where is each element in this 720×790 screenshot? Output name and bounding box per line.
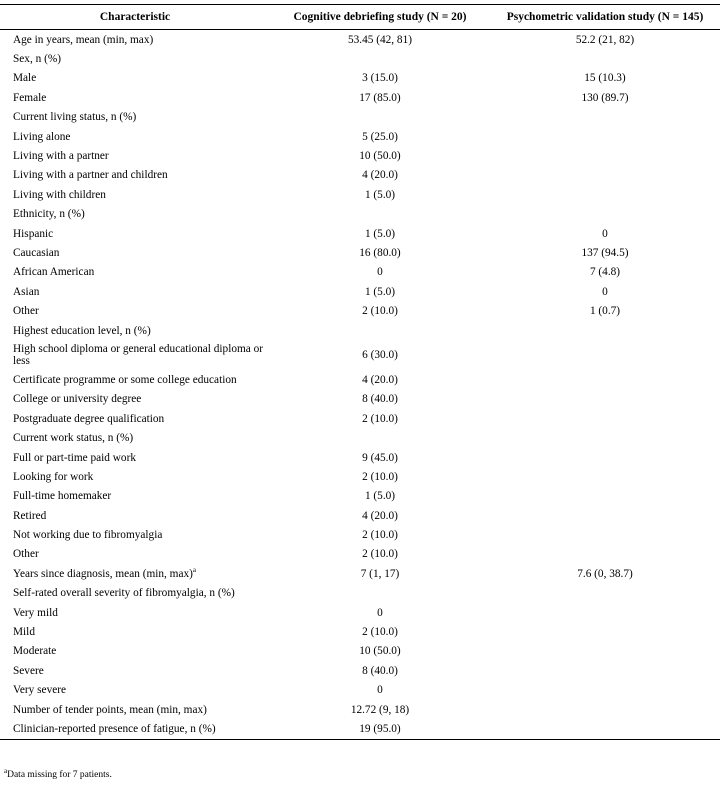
row-label-cell xyxy=(0,243,270,262)
cognitive-debriefing-value: 16 (80.0) xyxy=(359,246,401,259)
table-row xyxy=(0,390,720,409)
table-row xyxy=(0,467,720,486)
row-label-cell xyxy=(0,127,270,146)
row-label: College or university degree xyxy=(13,393,142,406)
cognitive-debriefing-value: 2 (10.0) xyxy=(362,470,398,483)
row-label: Postgraduate degree qualification xyxy=(13,412,165,425)
row-label-cell xyxy=(0,584,270,603)
table-row xyxy=(0,487,720,506)
row-label: Female xyxy=(13,91,47,104)
header-cognitive-debriefing: Cognitive debriefing study (N = 20) xyxy=(293,11,467,23)
header-psychometric-validation: Psychometric validation study (N = 145) xyxy=(506,11,704,23)
table-row xyxy=(0,127,720,146)
cognitive-debriefing-value: 2 (10.0) xyxy=(362,626,398,639)
cognitive-debriefing-value xyxy=(270,108,490,127)
row-label-cell xyxy=(0,681,270,700)
table-row xyxy=(0,700,720,719)
table-row xyxy=(0,321,720,340)
table-row xyxy=(0,681,720,700)
table-row xyxy=(0,584,720,603)
row-label: Mild xyxy=(13,626,35,639)
psychometric-validation-value xyxy=(490,428,720,447)
cognitive-debriefing-value xyxy=(270,205,490,224)
cognitive-debriefing-value: 4 (20.0) xyxy=(362,169,398,182)
row-label: Current work status, n (%) xyxy=(13,432,134,445)
cognitive-debriefing-value xyxy=(270,49,490,68)
cognitive-debriefing-value: 2 (10.0) xyxy=(362,305,398,318)
table-row xyxy=(0,719,720,739)
row-label: Age in years, mean (min, max) xyxy=(13,33,154,46)
psychometric-validation-value xyxy=(490,681,720,700)
psychometric-validation-value xyxy=(490,642,720,661)
psychometric-validation-value xyxy=(490,506,720,525)
row-label-cell xyxy=(0,185,270,204)
footnote-marker: a xyxy=(192,566,196,575)
psychometric-validation-value: 130 (89.7) xyxy=(581,91,629,104)
table-row xyxy=(0,622,720,641)
table-row xyxy=(0,205,720,224)
cognitive-debriefing-value: 10 (50.0) xyxy=(359,645,401,658)
table-row xyxy=(0,545,720,564)
row-label-cell xyxy=(0,661,270,680)
table-row xyxy=(0,340,720,370)
cognitive-debriefing-value: 1 (5.0) xyxy=(364,490,396,503)
table-row xyxy=(0,224,720,243)
row-label-cell xyxy=(0,321,270,340)
row-label: Years since diagnosis, mean (min, max) xyxy=(13,567,193,580)
cognitive-debriefing-value: 12.72 (9, 18) xyxy=(350,703,410,716)
row-label: Sex, n (%) xyxy=(13,53,62,66)
row-label: Living with children xyxy=(13,188,106,201)
cognitive-debriefing-value: 0 xyxy=(377,684,383,697)
row-label-cell xyxy=(0,409,270,428)
psychometric-validation-value xyxy=(490,340,720,370)
row-label-cell xyxy=(0,69,270,88)
cognitive-debriefing-value: 1 (5.0) xyxy=(364,227,396,240)
table-row xyxy=(0,30,720,50)
row-label: African American xyxy=(13,266,95,279)
psychometric-validation-value xyxy=(490,545,720,564)
characteristics-table xyxy=(0,4,720,740)
psychometric-validation-value: 0 xyxy=(602,227,608,240)
row-label-cell xyxy=(0,467,270,486)
header-row xyxy=(0,5,720,30)
table-row xyxy=(0,69,720,88)
row-label: Other xyxy=(13,305,39,318)
row-label-cell xyxy=(0,301,270,320)
row-label-cell xyxy=(0,700,270,719)
table-row xyxy=(0,448,720,467)
psychometric-validation-value xyxy=(490,584,720,603)
row-label-cell xyxy=(0,448,270,467)
row-label: Current living status, n (%) xyxy=(13,111,137,124)
table-footnote xyxy=(4,766,112,780)
cognitive-debriefing-value: 8 (40.0) xyxy=(362,664,398,677)
table-row xyxy=(0,506,720,525)
cognitive-debriefing-value: 17 (85.0) xyxy=(359,91,401,104)
row-label: Certificate programme or some college education xyxy=(13,373,237,386)
psychometric-validation-value xyxy=(490,467,720,486)
row-label: High school diploma or general educational diploma or less xyxy=(13,343,264,368)
psychometric-validation-value xyxy=(490,321,720,340)
table-row xyxy=(0,49,720,68)
table-row xyxy=(0,301,720,320)
psychometric-validation-value xyxy=(490,166,720,185)
row-label: Living alone xyxy=(13,130,71,143)
cognitive-debriefing-value: 1 (5.0) xyxy=(364,188,396,201)
row-label-cell xyxy=(0,603,270,622)
table-row xyxy=(0,370,720,389)
row-label-cell xyxy=(0,642,270,661)
row-label-cell xyxy=(0,719,270,739)
psychometric-validation-value: 0 xyxy=(602,285,608,298)
psychometric-validation-value: 1 (0.7) xyxy=(589,305,621,318)
row-label: Not working due to fibromyalgia xyxy=(13,529,163,542)
table-row xyxy=(0,428,720,447)
psychometric-validation-value: 137 (94.5) xyxy=(581,246,629,259)
row-label: Highest education level, n (%) xyxy=(13,324,151,337)
psychometric-validation-value xyxy=(490,603,720,622)
psychometric-validation-value xyxy=(490,185,720,204)
psychometric-validation-value: 7.6 (0, 38.7) xyxy=(577,567,633,580)
row-label: Living with a partner xyxy=(13,150,109,163)
row-label: Full or part-time paid work xyxy=(13,451,136,464)
psychometric-validation-value xyxy=(490,622,720,641)
cognitive-debriefing-value: 10 (50.0) xyxy=(359,150,401,163)
row-label: Caucasian xyxy=(13,246,60,259)
psychometric-validation-value xyxy=(490,127,720,146)
row-label-cell xyxy=(0,390,270,409)
row-label-cell xyxy=(0,166,270,185)
row-label: Looking for work xyxy=(13,470,94,483)
row-label: Living with a partner and children xyxy=(13,169,168,182)
psychometric-validation-value xyxy=(490,49,720,68)
table-row xyxy=(0,603,720,622)
table-row xyxy=(0,409,720,428)
psychometric-validation-value xyxy=(490,108,720,127)
psychometric-validation-value xyxy=(490,448,720,467)
cognitive-debriefing-value: 4 (20.0) xyxy=(362,509,398,522)
table-row xyxy=(0,146,720,165)
cognitive-debriefing-value: 0 xyxy=(377,606,383,619)
row-label-cell xyxy=(0,88,270,107)
row-label: Other xyxy=(13,548,39,561)
cognitive-debriefing-value xyxy=(270,321,490,340)
table-row xyxy=(0,88,720,107)
row-label-cell xyxy=(0,525,270,544)
table-row xyxy=(0,166,720,185)
row-label-cell xyxy=(0,487,270,506)
row-label-cell xyxy=(0,282,270,301)
cognitive-debriefing-value: 19 (95.0) xyxy=(359,722,401,735)
row-label-cell xyxy=(0,545,270,564)
cognitive-debriefing-value xyxy=(270,428,490,447)
row-label-cell xyxy=(0,108,270,127)
row-label: Number of tender points, mean (min, max) xyxy=(13,703,207,716)
row-label: Full-time homemaker xyxy=(13,490,112,503)
table-row xyxy=(0,185,720,204)
table-row xyxy=(0,108,720,127)
row-label: Asian xyxy=(13,285,40,298)
table-row xyxy=(0,642,720,661)
cognitive-debriefing-value: 3 (15.0) xyxy=(362,72,398,85)
row-label: Moderate xyxy=(13,645,57,658)
row-label: Ethnicity, n (%) xyxy=(13,208,85,221)
psychometric-validation-value xyxy=(490,205,720,224)
cognitive-debriefing-value: 1 (5.0) xyxy=(364,285,396,298)
row-label: Severe xyxy=(13,664,44,677)
table-row xyxy=(0,282,720,301)
footnote-marker: a xyxy=(4,766,8,775)
row-label-cell xyxy=(0,340,270,370)
row-label-cell xyxy=(0,428,270,447)
row-label-cell xyxy=(0,224,270,243)
row-label: Hispanic xyxy=(13,227,54,240)
psychometric-validation-value: 7 (4.8) xyxy=(589,266,621,279)
header-characteristic: Characteristic xyxy=(99,11,171,23)
psychometric-validation-value: 15 (10.3) xyxy=(584,72,626,85)
psychometric-validation-value xyxy=(490,719,720,739)
row-label-cell xyxy=(0,564,270,583)
footnote-text: Data missing for 7 patients. xyxy=(7,770,112,780)
psychometric-validation-value xyxy=(490,370,720,389)
row-label-cell xyxy=(0,506,270,525)
row-label-cell xyxy=(0,263,270,282)
cognitive-debriefing-value: 7 (1, 17) xyxy=(360,567,400,580)
cognitive-debriefing-value: 0 xyxy=(377,266,383,279)
cognitive-debriefing-value: 2 (10.0) xyxy=(362,548,398,561)
cognitive-debriefing-value: 8 (40.0) xyxy=(362,393,398,406)
row-label-cell xyxy=(0,49,270,68)
cognitive-debriefing-value: 2 (10.0) xyxy=(362,412,398,425)
row-label: Retired xyxy=(13,509,47,522)
psychometric-validation-value xyxy=(490,700,720,719)
row-label: Clinician-reported presence of fatigue, n (%) xyxy=(13,722,216,735)
cognitive-debriefing-value: 6 (30.0) xyxy=(362,349,398,362)
row-label: Male xyxy=(13,72,37,85)
row-label-cell xyxy=(0,622,270,641)
cognitive-debriefing-value: 2 (10.0) xyxy=(362,529,398,542)
psychometric-validation-value xyxy=(490,487,720,506)
row-label-cell xyxy=(0,146,270,165)
row-label-cell xyxy=(0,30,270,50)
row-label: Self-rated overall severity of fibromyalgia, n (%) xyxy=(13,587,235,600)
table-row xyxy=(0,661,720,680)
table-row xyxy=(0,564,720,583)
cognitive-debriefing-value: 53.45 (42, 81) xyxy=(347,33,412,46)
psychometric-validation-value xyxy=(490,146,720,165)
table-row xyxy=(0,243,720,262)
row-label: Very severe xyxy=(13,684,67,697)
row-label-cell xyxy=(0,370,270,389)
cognitive-debriefing-value: 5 (25.0) xyxy=(362,130,398,143)
cognitive-debriefing-value: 4 (20.0) xyxy=(362,373,398,386)
table-row xyxy=(0,263,720,282)
cognitive-debriefing-value xyxy=(270,584,490,603)
row-label-cell xyxy=(0,205,270,224)
table-row xyxy=(0,525,720,544)
psychometric-validation-value xyxy=(490,661,720,680)
psychometric-validation-value xyxy=(490,525,720,544)
psychometric-validation-value xyxy=(490,390,720,409)
row-label: Very mild xyxy=(13,606,58,619)
table-body xyxy=(0,30,720,740)
psychometric-validation-value: 52.2 (21, 82) xyxy=(575,33,635,46)
cognitive-debriefing-value: 9 (45.0) xyxy=(362,451,398,464)
table-header xyxy=(0,5,720,30)
psychometric-validation-value xyxy=(490,409,720,428)
